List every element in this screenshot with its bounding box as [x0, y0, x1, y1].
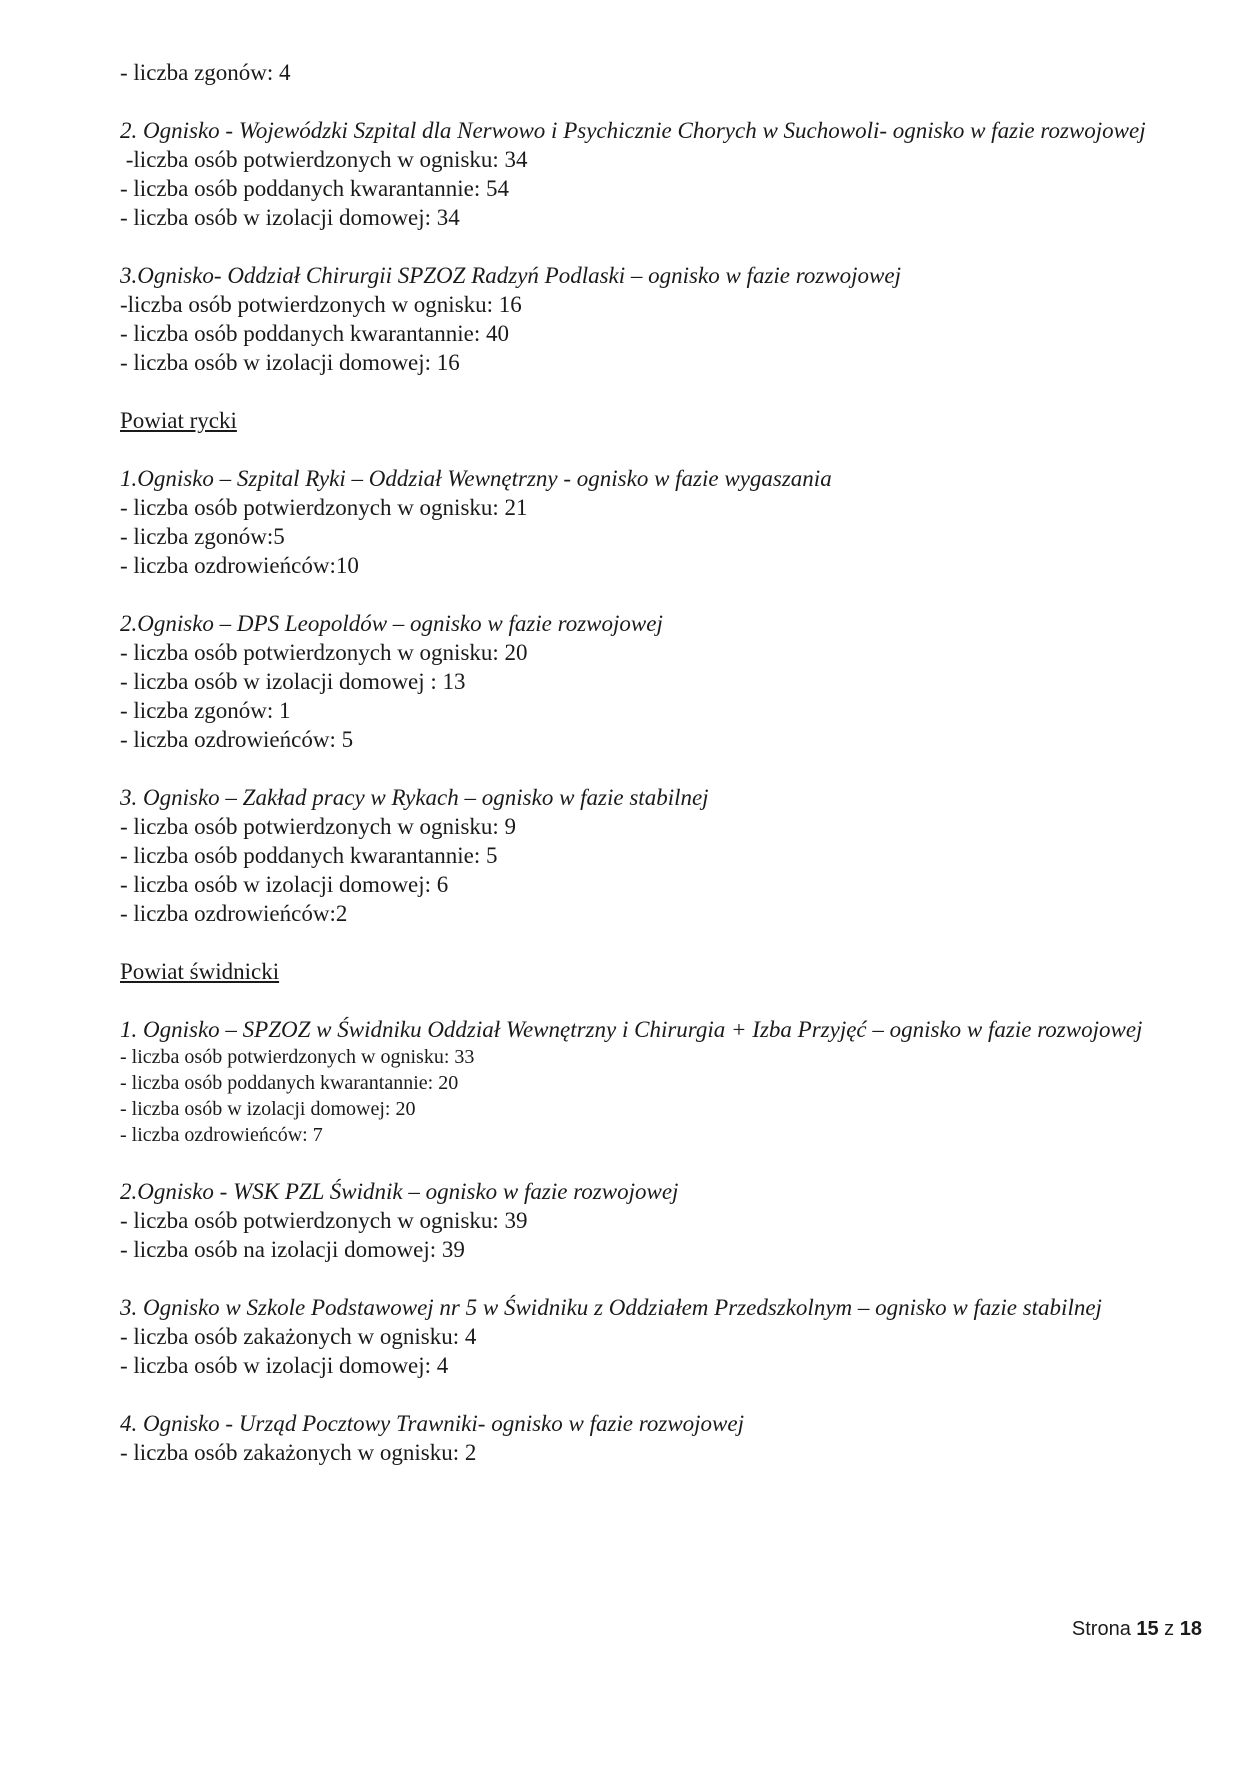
footer-total-pages: 18 [1179, 1618, 1202, 1640]
outbreak-swidnik-1-line: - liczba osób poddanych kwarantannie: 20 [120, 1072, 459, 1094]
district-title-rycki: Powiat rycki [120, 408, 237, 433]
outbreak-radzyn-heading: 3.Ognisko- Oddział Chirurgii SPZOZ Radzyń Podlaski – ognisko w fazie rozwojowej [120, 263, 901, 288]
outbreak-ryki-1-line: - liczba zgonów:5 [120, 524, 285, 549]
outbreak-ryki-3-line: - liczba ozdrowieńców:2 [120, 901, 348, 926]
page-number-footer [1072, 1618, 1202, 1641]
outbreak-ryki-3-line: - liczba osób poddanych kwarantannie: 5 [120, 843, 498, 868]
outbreak-suchowola-line: - liczba osób poddanych kwarantannie: 54 [120, 176, 509, 201]
outbreak-swidnik-1-line: - liczba ozdrowieńców: 7 [120, 1124, 323, 1146]
outbreak-ryki-2-line: - liczba osób potwierdzonych w ognisku: 20 [120, 640, 528, 665]
outbreak-ryki-2-line: - liczba osób w izolacji domowej : 13 [120, 669, 466, 694]
outbreak-radzyn-line: - liczba osób poddanych kwarantannie: 40 [120, 321, 509, 346]
outbreak-swidnik-1-list [120, 1044, 1200, 1148]
outbreak-ryki-2-heading: 2.Ognisko – DPS Leopoldów – ognisko w fazie rozwojowej [120, 611, 663, 636]
document-content [120, 58, 1200, 1467]
outbreak-swidnik-2-line: - liczba osób potwierdzonych w ognisku: 39 [120, 1208, 528, 1233]
top-zgony-line: - liczba zgonów: 4 [120, 60, 291, 85]
outbreak-swidnik-4-line: - liczba osób zakażonych w ognisku: 2 [120, 1440, 477, 1465]
footer-middle: z [1158, 1618, 1180, 1640]
outbreak-suchowola-heading: 2. Ognisko - Wojewódzki Szpital dla Nerwowo i Psychicznie Chorych w Suchowoli- ognisko w fazie rozwojowej [120, 118, 1146, 143]
outbreak-swidnik-1-line: - liczba osób potwierdzonych w ognisku: 33 [120, 1046, 475, 1068]
outbreak-ryki-1-heading: 1.Ognisko – Szpital Ryki – Oddział Wewnętrzny - ognisko w fazie wygaszania [120, 466, 832, 491]
outbreak-swidnik-3-line: - liczba osób zakażonych w ognisku: 4 [120, 1324, 477, 1349]
footer-prefix: Strona [1071, 1618, 1137, 1640]
outbreak-radzyn-line: - liczba osób w izolacji domowej: 16 [120, 350, 460, 375]
footer-page-number: 15 [1136, 1618, 1159, 1640]
outbreak-swidnik-3-heading: 3. Ognisko w Szkole Podstawowej nr 5 w Świdniku z Oddziałem Przedszkolnym – ognisko w fazie stabilnej [120, 1295, 1102, 1320]
outbreak-ryki-2-line: - liczba zgonów: 1 [120, 698, 291, 723]
outbreak-suchowola-line: - liczba osób w izolacji domowej: 34 [120, 205, 460, 230]
outbreak-ryki-1-line: - liczba ozdrowieńców:10 [120, 553, 359, 578]
outbreak-ryki-3-line: - liczba osób w izolacji domowej: 6 [120, 872, 449, 897]
outbreak-swidnik-4-heading: 4. Ognisko - Urząd Pocztowy Trawniki- ognisko w fazie rozwojowej [120, 1411, 744, 1436]
district-title-swidnicki: Powiat świdnicki [120, 959, 280, 984]
outbreak-suchowola-line: -liczba osób potwierdzonych w ognisku: 34 [120, 147, 528, 172]
outbreak-ryki-3-line: - liczba osób potwierdzonych w ognisku: 9 [120, 814, 517, 839]
outbreak-ryki-2-line: - liczba ozdrowieńców: 5 [120, 727, 354, 752]
outbreak-swidnik-2-heading: 2.Ognisko - WSK PZL Świdnik – ognisko w fazie rozwojowej [120, 1179, 679, 1204]
outbreak-ryki-1-line: - liczba osób potwierdzonych w ognisku: 21 [120, 495, 528, 520]
outbreak-swidnik-1-line: - liczba osób w izolacji domowej: 20 [120, 1098, 416, 1120]
outbreak-radzyn-line: -liczba osób potwierdzonych w ognisku: 16 [120, 292, 522, 317]
outbreak-swidnik-1-heading: 1. Ognisko – SPZOZ w Świdniku Oddział Wewnętrzny i Chirurgia + Izba Przyjęć – ognisko w fazie rozwojowej [120, 1017, 1143, 1042]
outbreak-ryki-3-heading: 3. Ognisko – Zakład pracy w Rykach – ognisko w fazie stabilnej [120, 785, 709, 810]
outbreak-swidnik-2-line: - liczba osób na izolacji domowej: 39 [120, 1237, 465, 1262]
outbreak-swidnik-3-line: - liczba osób w izolacji domowej: 4 [120, 1353, 449, 1378]
